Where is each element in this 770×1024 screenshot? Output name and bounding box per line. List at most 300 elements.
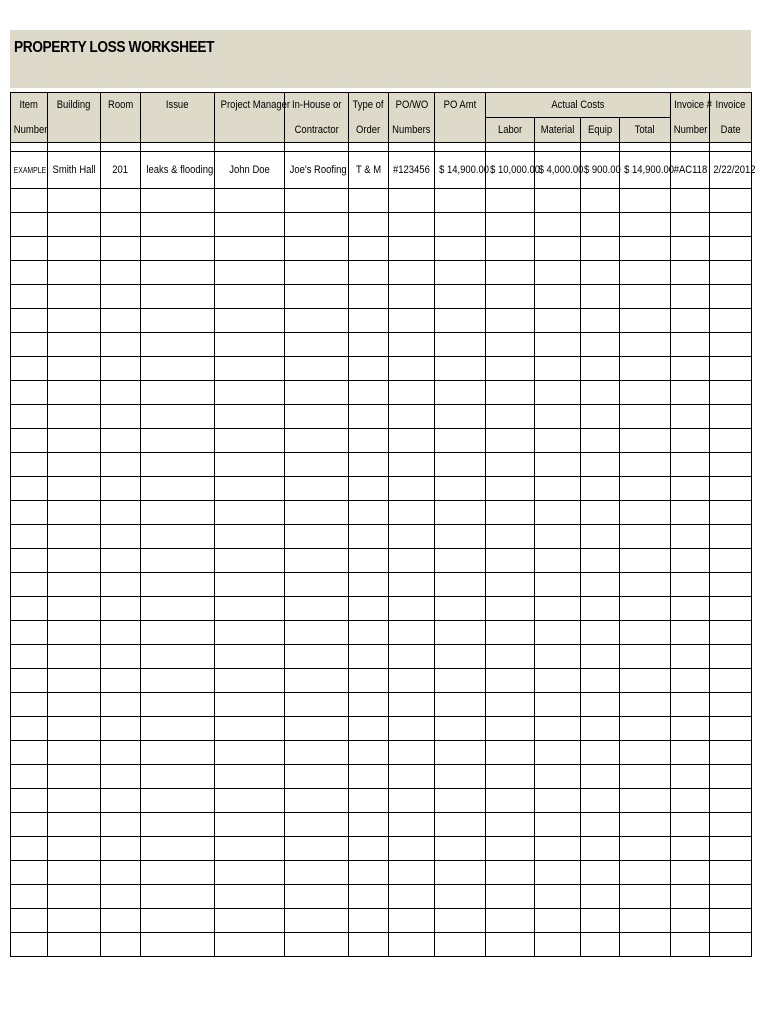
table-cell[interactable] [435, 573, 486, 597]
table-cell[interactable] [48, 357, 101, 381]
table-cell[interactable] [141, 501, 215, 525]
table-cell[interactable] [349, 645, 389, 669]
table-cell[interactable] [48, 693, 101, 717]
table-cell[interactable] [215, 261, 285, 285]
table-cell[interactable] [141, 285, 215, 309]
table-cell[interactable] [101, 669, 141, 693]
table-cell[interactable] [486, 309, 535, 333]
table-cell[interactable] [48, 381, 101, 405]
table-cell[interactable] [486, 909, 535, 933]
table-cell[interactable] [215, 429, 285, 453]
table-cell[interactable] [389, 501, 435, 525]
table-cell[interactable] [486, 501, 535, 525]
table-cell[interactable] [11, 717, 48, 741]
table-cell[interactable] [671, 381, 710, 405]
table-cell[interactable] [435, 621, 486, 645]
table-cell[interactable] [215, 861, 285, 885]
table-cell[interactable] [620, 549, 671, 573]
table-cell[interactable] [101, 645, 141, 669]
table-cell[interactable] [581, 669, 620, 693]
table-cell[interactable] [349, 837, 389, 861]
table-cell[interactable] [535, 597, 581, 621]
table-cell[interactable] [48, 309, 101, 333]
table-cell[interactable] [48, 549, 101, 573]
table-cell[interactable] [48, 765, 101, 789]
table-cell[interactable] [141, 717, 215, 741]
table-cell[interactable] [535, 285, 581, 309]
table-cell[interactable] [215, 765, 285, 789]
table-cell[interactable] [710, 213, 752, 237]
table-cell[interactable] [11, 237, 48, 261]
table-cell[interactable] [389, 885, 435, 909]
table-cell[interactable] [349, 501, 389, 525]
table-cell[interactable] [486, 717, 535, 741]
table-cell[interactable] [710, 909, 752, 933]
table-cell[interactable] [581, 933, 620, 957]
table-cell[interactable] [535, 741, 581, 765]
table-cell[interactable] [11, 909, 48, 933]
table-cell[interactable] [671, 669, 710, 693]
table-cell[interactable] [620, 933, 671, 957]
table-cell[interactable] [48, 429, 101, 453]
table-cell[interactable] [435, 261, 486, 285]
table-cell[interactable] [535, 261, 581, 285]
table-cell[interactable] [285, 525, 349, 549]
table-cell[interactable] [435, 813, 486, 837]
table-cell[interactable] [215, 237, 285, 261]
table-cell[interactable] [581, 237, 620, 261]
table-cell[interactable] [141, 333, 215, 357]
table-cell[interactable] [710, 765, 752, 789]
table-cell[interactable] [11, 885, 48, 909]
table-cell[interactable] [141, 309, 215, 333]
table-cell[interactable] [48, 477, 101, 501]
table-cell[interactable] [101, 237, 141, 261]
table-cell[interactable] [671, 573, 710, 597]
table-cell[interactable] [349, 261, 389, 285]
table-cell[interactable] [349, 789, 389, 813]
table-cell[interactable] [48, 189, 101, 213]
table-cell[interactable] [671, 597, 710, 621]
table-cell[interactable] [48, 837, 101, 861]
table-cell[interactable] [48, 909, 101, 933]
table-cell[interactable] [581, 189, 620, 213]
table-cell[interactable] [215, 837, 285, 861]
table-cell[interactable] [101, 405, 141, 429]
table-cell[interactable] [620, 309, 671, 333]
table-cell[interactable] [671, 789, 710, 813]
table-cell[interactable] [349, 549, 389, 573]
table-cell[interactable] [486, 621, 535, 645]
table-cell[interactable] [285, 357, 349, 381]
table-cell[interactable] [389, 285, 435, 309]
table-cell[interactable] [389, 237, 435, 261]
table-cell[interactable] [11, 333, 48, 357]
table-cell[interactable] [285, 501, 349, 525]
table-cell[interactable] [535, 765, 581, 789]
table-cell[interactable] [581, 645, 620, 669]
table-cell[interactable] [581, 909, 620, 933]
table-cell[interactable] [285, 333, 349, 357]
table-cell[interactable] [285, 261, 349, 285]
table-cell[interactable] [710, 381, 752, 405]
table-cell[interactable] [48, 525, 101, 549]
table-cell[interactable] [620, 405, 671, 429]
table-cell[interactable] [671, 549, 710, 573]
table-cell[interactable] [581, 525, 620, 549]
table-cell[interactable] [215, 597, 285, 621]
table-cell[interactable] [285, 813, 349, 837]
table-cell[interactable] [48, 237, 101, 261]
table-cell[interactable] [581, 333, 620, 357]
table-cell[interactable] [11, 621, 48, 645]
table-cell[interactable] [215, 573, 285, 597]
table-cell[interactable] [535, 621, 581, 645]
table-cell[interactable] [285, 885, 349, 909]
table-cell[interactable] [141, 453, 215, 477]
table-cell[interactable] [349, 189, 389, 213]
table-cell[interactable] [710, 861, 752, 885]
table-cell[interactable] [671, 645, 710, 669]
table-cell[interactable] [435, 717, 486, 741]
table-cell[interactable] [486, 597, 535, 621]
table-cell[interactable] [535, 237, 581, 261]
table-cell[interactable] [141, 933, 215, 957]
table-cell[interactable] [349, 669, 389, 693]
table-cell[interactable] [389, 597, 435, 621]
table-cell[interactable] [101, 429, 141, 453]
table-cell[interactable] [349, 933, 389, 957]
table-cell[interactable] [389, 933, 435, 957]
table-cell[interactable] [11, 261, 48, 285]
table-cell[interactable] [285, 453, 349, 477]
table-cell[interactable] [285, 669, 349, 693]
table-cell[interactable] [620, 861, 671, 885]
table-cell[interactable] [215, 645, 285, 669]
table-cell[interactable] [349, 909, 389, 933]
table-cell[interactable] [620, 741, 671, 765]
table-cell[interactable] [349, 405, 389, 429]
table-cell[interactable] [215, 381, 285, 405]
example-invoice-date[interactable]: 2/22/2012 [710, 152, 752, 189]
table-cell[interactable] [101, 477, 141, 501]
table-cell[interactable] [620, 213, 671, 237]
table-cell[interactable] [535, 357, 581, 381]
table-cell[interactable] [141, 477, 215, 501]
table-cell[interactable] [349, 213, 389, 237]
table-cell[interactable] [285, 405, 349, 429]
table-cell[interactable] [141, 837, 215, 861]
table-cell[interactable] [671, 477, 710, 501]
table-cell[interactable] [535, 477, 581, 501]
table-cell[interactable] [48, 333, 101, 357]
table-cell[interactable] [11, 213, 48, 237]
table-cell[interactable] [285, 717, 349, 741]
table-cell[interactable] [215, 357, 285, 381]
table-cell[interactable] [581, 429, 620, 453]
table-cell[interactable] [141, 813, 215, 837]
table-cell[interactable] [581, 717, 620, 741]
table-cell[interactable] [101, 597, 141, 621]
table-cell[interactable] [141, 237, 215, 261]
table-cell[interactable] [215, 333, 285, 357]
table-cell[interactable] [486, 813, 535, 837]
table-cell[interactable] [101, 261, 141, 285]
table-cell[interactable] [215, 309, 285, 333]
table-cell[interactable] [710, 693, 752, 717]
table-cell[interactable] [535, 669, 581, 693]
example-contractor[interactable]: Joe's Roofing [285, 152, 349, 189]
table-cell[interactable] [710, 645, 752, 669]
table-cell[interactable] [435, 837, 486, 861]
table-cell[interactable] [671, 741, 710, 765]
table-cell[interactable] [389, 741, 435, 765]
table-cell[interactable] [48, 213, 101, 237]
table-cell[interactable] [349, 717, 389, 741]
table-cell[interactable] [620, 501, 671, 525]
table-cell[interactable] [349, 861, 389, 885]
table-cell[interactable] [535, 837, 581, 861]
table-cell[interactable] [215, 549, 285, 573]
table-cell[interactable] [285, 645, 349, 669]
table-cell[interactable] [710, 813, 752, 837]
table-cell[interactable] [389, 837, 435, 861]
table-cell[interactable] [215, 813, 285, 837]
table-cell[interactable] [671, 357, 710, 381]
table-cell[interactable] [11, 789, 48, 813]
table-cell[interactable] [710, 573, 752, 597]
table-cell[interactable] [535, 405, 581, 429]
table-cell[interactable] [620, 333, 671, 357]
table-cell[interactable] [48, 285, 101, 309]
table-cell[interactable] [48, 645, 101, 669]
table-cell[interactable] [11, 285, 48, 309]
table-cell[interactable] [349, 765, 389, 789]
table-cell[interactable] [535, 429, 581, 453]
table-cell[interactable] [101, 837, 141, 861]
table-cell[interactable] [349, 429, 389, 453]
table-cell[interactable] [486, 213, 535, 237]
table-cell[interactable] [389, 261, 435, 285]
table-cell[interactable] [710, 933, 752, 957]
table-cell[interactable] [101, 741, 141, 765]
table-cell[interactable] [11, 573, 48, 597]
table-cell[interactable] [620, 285, 671, 309]
table-cell[interactable] [215, 405, 285, 429]
table-cell[interactable] [620, 909, 671, 933]
table-cell[interactable] [101, 453, 141, 477]
table-cell[interactable] [101, 573, 141, 597]
table-cell[interactable] [710, 669, 752, 693]
table-cell[interactable] [101, 381, 141, 405]
table-cell[interactable] [101, 717, 141, 741]
table-cell[interactable] [349, 357, 389, 381]
table-cell[interactable] [486, 837, 535, 861]
table-cell[interactable] [671, 501, 710, 525]
table-cell[interactable] [671, 453, 710, 477]
table-cell[interactable] [581, 477, 620, 501]
table-cell[interactable] [285, 573, 349, 597]
table-cell[interactable] [141, 765, 215, 789]
table-cell[interactable] [671, 909, 710, 933]
table-cell[interactable] [710, 885, 752, 909]
table-cell[interactable] [285, 285, 349, 309]
table-cell[interactable] [215, 669, 285, 693]
example-po-wo[interactable]: #123456 [389, 152, 435, 189]
table-cell[interactable] [581, 453, 620, 477]
table-cell[interactable] [581, 861, 620, 885]
table-cell[interactable] [620, 621, 671, 645]
table-cell[interactable] [141, 741, 215, 765]
table-cell[interactable] [11, 501, 48, 525]
table-cell[interactable] [285, 933, 349, 957]
table-cell[interactable] [48, 669, 101, 693]
table-cell[interactable] [710, 501, 752, 525]
table-cell[interactable] [435, 909, 486, 933]
table-cell[interactable] [486, 669, 535, 693]
table-cell[interactable] [101, 501, 141, 525]
table-cell[interactable] [48, 597, 101, 621]
table-cell[interactable] [285, 765, 349, 789]
table-cell[interactable] [11, 453, 48, 477]
table-cell[interactable] [48, 789, 101, 813]
table-cell[interactable] [671, 261, 710, 285]
table-cell[interactable] [215, 285, 285, 309]
table-cell[interactable] [620, 525, 671, 549]
table-cell[interactable] [141, 213, 215, 237]
table-cell[interactable] [141, 525, 215, 549]
table-cell[interactable] [11, 597, 48, 621]
table-cell[interactable] [285, 381, 349, 405]
table-cell[interactable] [389, 645, 435, 669]
table-cell[interactable] [535, 717, 581, 741]
table-cell[interactable] [285, 549, 349, 573]
table-cell[interactable] [141, 861, 215, 885]
table-cell[interactable] [435, 693, 486, 717]
table-cell[interactable] [101, 693, 141, 717]
table-cell[interactable] [48, 717, 101, 741]
table-cell[interactable] [11, 669, 48, 693]
table-cell[interactable] [535, 573, 581, 597]
example-type-of-order[interactable]: T & M [349, 152, 389, 189]
table-cell[interactable] [215, 501, 285, 525]
table-cell[interactable] [101, 789, 141, 813]
table-cell[interactable] [101, 861, 141, 885]
table-cell[interactable] [671, 429, 710, 453]
table-cell[interactable] [710, 189, 752, 213]
table-cell[interactable] [285, 237, 349, 261]
table-cell[interactable] [671, 933, 710, 957]
table-cell[interactable] [581, 261, 620, 285]
table-cell[interactable] [581, 549, 620, 573]
table-cell[interactable] [620, 885, 671, 909]
table-cell[interactable] [349, 381, 389, 405]
table-cell[interactable] [11, 813, 48, 837]
table-cell[interactable] [486, 285, 535, 309]
table-cell[interactable] [48, 501, 101, 525]
table-cell[interactable] [671, 717, 710, 741]
table-cell[interactable] [389, 381, 435, 405]
table-cell[interactable] [671, 621, 710, 645]
table-cell[interactable] [581, 789, 620, 813]
table-cell[interactable] [285, 309, 349, 333]
table-cell[interactable] [486, 789, 535, 813]
table-cell[interactable] [11, 741, 48, 765]
table-cell[interactable] [535, 693, 581, 717]
table-cell[interactable] [486, 357, 535, 381]
table-cell[interactable] [581, 765, 620, 789]
table-cell[interactable] [620, 573, 671, 597]
table-cell[interactable] [435, 357, 486, 381]
table-cell[interactable] [349, 477, 389, 501]
example-labor[interactable]: $ 10,000.00 [486, 152, 535, 189]
table-cell[interactable] [11, 309, 48, 333]
table-cell[interactable] [535, 213, 581, 237]
table-cell[interactable] [349, 525, 389, 549]
table-cell[interactable] [710, 357, 752, 381]
table-cell[interactable] [11, 381, 48, 405]
table-cell[interactable] [285, 861, 349, 885]
table-cell[interactable] [620, 717, 671, 741]
table-cell[interactable] [48, 813, 101, 837]
table-cell[interactable] [581, 357, 620, 381]
table-cell[interactable] [101, 765, 141, 789]
table-cell[interactable] [435, 885, 486, 909]
table-cell[interactable] [349, 285, 389, 309]
table-cell[interactable] [710, 525, 752, 549]
table-cell[interactable] [285, 621, 349, 645]
table-cell[interactable] [389, 909, 435, 933]
table-cell[interactable] [11, 477, 48, 501]
table-cell[interactable] [11, 189, 48, 213]
table-cell[interactable] [710, 621, 752, 645]
table-cell[interactable] [141, 405, 215, 429]
table-cell[interactable] [435, 429, 486, 453]
table-cell[interactable] [710, 285, 752, 309]
table-cell[interactable] [389, 525, 435, 549]
table-cell[interactable] [535, 909, 581, 933]
table-cell[interactable] [620, 189, 671, 213]
table-cell[interactable] [215, 693, 285, 717]
table-cell[interactable] [486, 741, 535, 765]
table-cell[interactable] [141, 381, 215, 405]
table-cell[interactable] [389, 669, 435, 693]
table-cell[interactable] [11, 861, 48, 885]
table-cell[interactable] [620, 693, 671, 717]
table-cell[interactable] [435, 597, 486, 621]
table-cell[interactable] [435, 477, 486, 501]
table-cell[interactable] [48, 933, 101, 957]
table-cell[interactable] [671, 885, 710, 909]
table-cell[interactable] [486, 237, 535, 261]
table-cell[interactable] [389, 453, 435, 477]
table-cell[interactable] [11, 357, 48, 381]
table-cell[interactable] [581, 813, 620, 837]
table-cell[interactable] [581, 381, 620, 405]
table-cell[interactable] [486, 477, 535, 501]
table-cell[interactable] [141, 789, 215, 813]
table-cell[interactable] [535, 525, 581, 549]
table-cell[interactable] [11, 405, 48, 429]
table-cell[interactable] [620, 597, 671, 621]
table-cell[interactable] [141, 645, 215, 669]
table-cell[interactable] [710, 741, 752, 765]
table-cell[interactable] [101, 309, 141, 333]
table-cell[interactable] [486, 645, 535, 669]
table-cell[interactable] [101, 285, 141, 309]
table-cell[interactable] [435, 669, 486, 693]
table-cell[interactable] [11, 693, 48, 717]
